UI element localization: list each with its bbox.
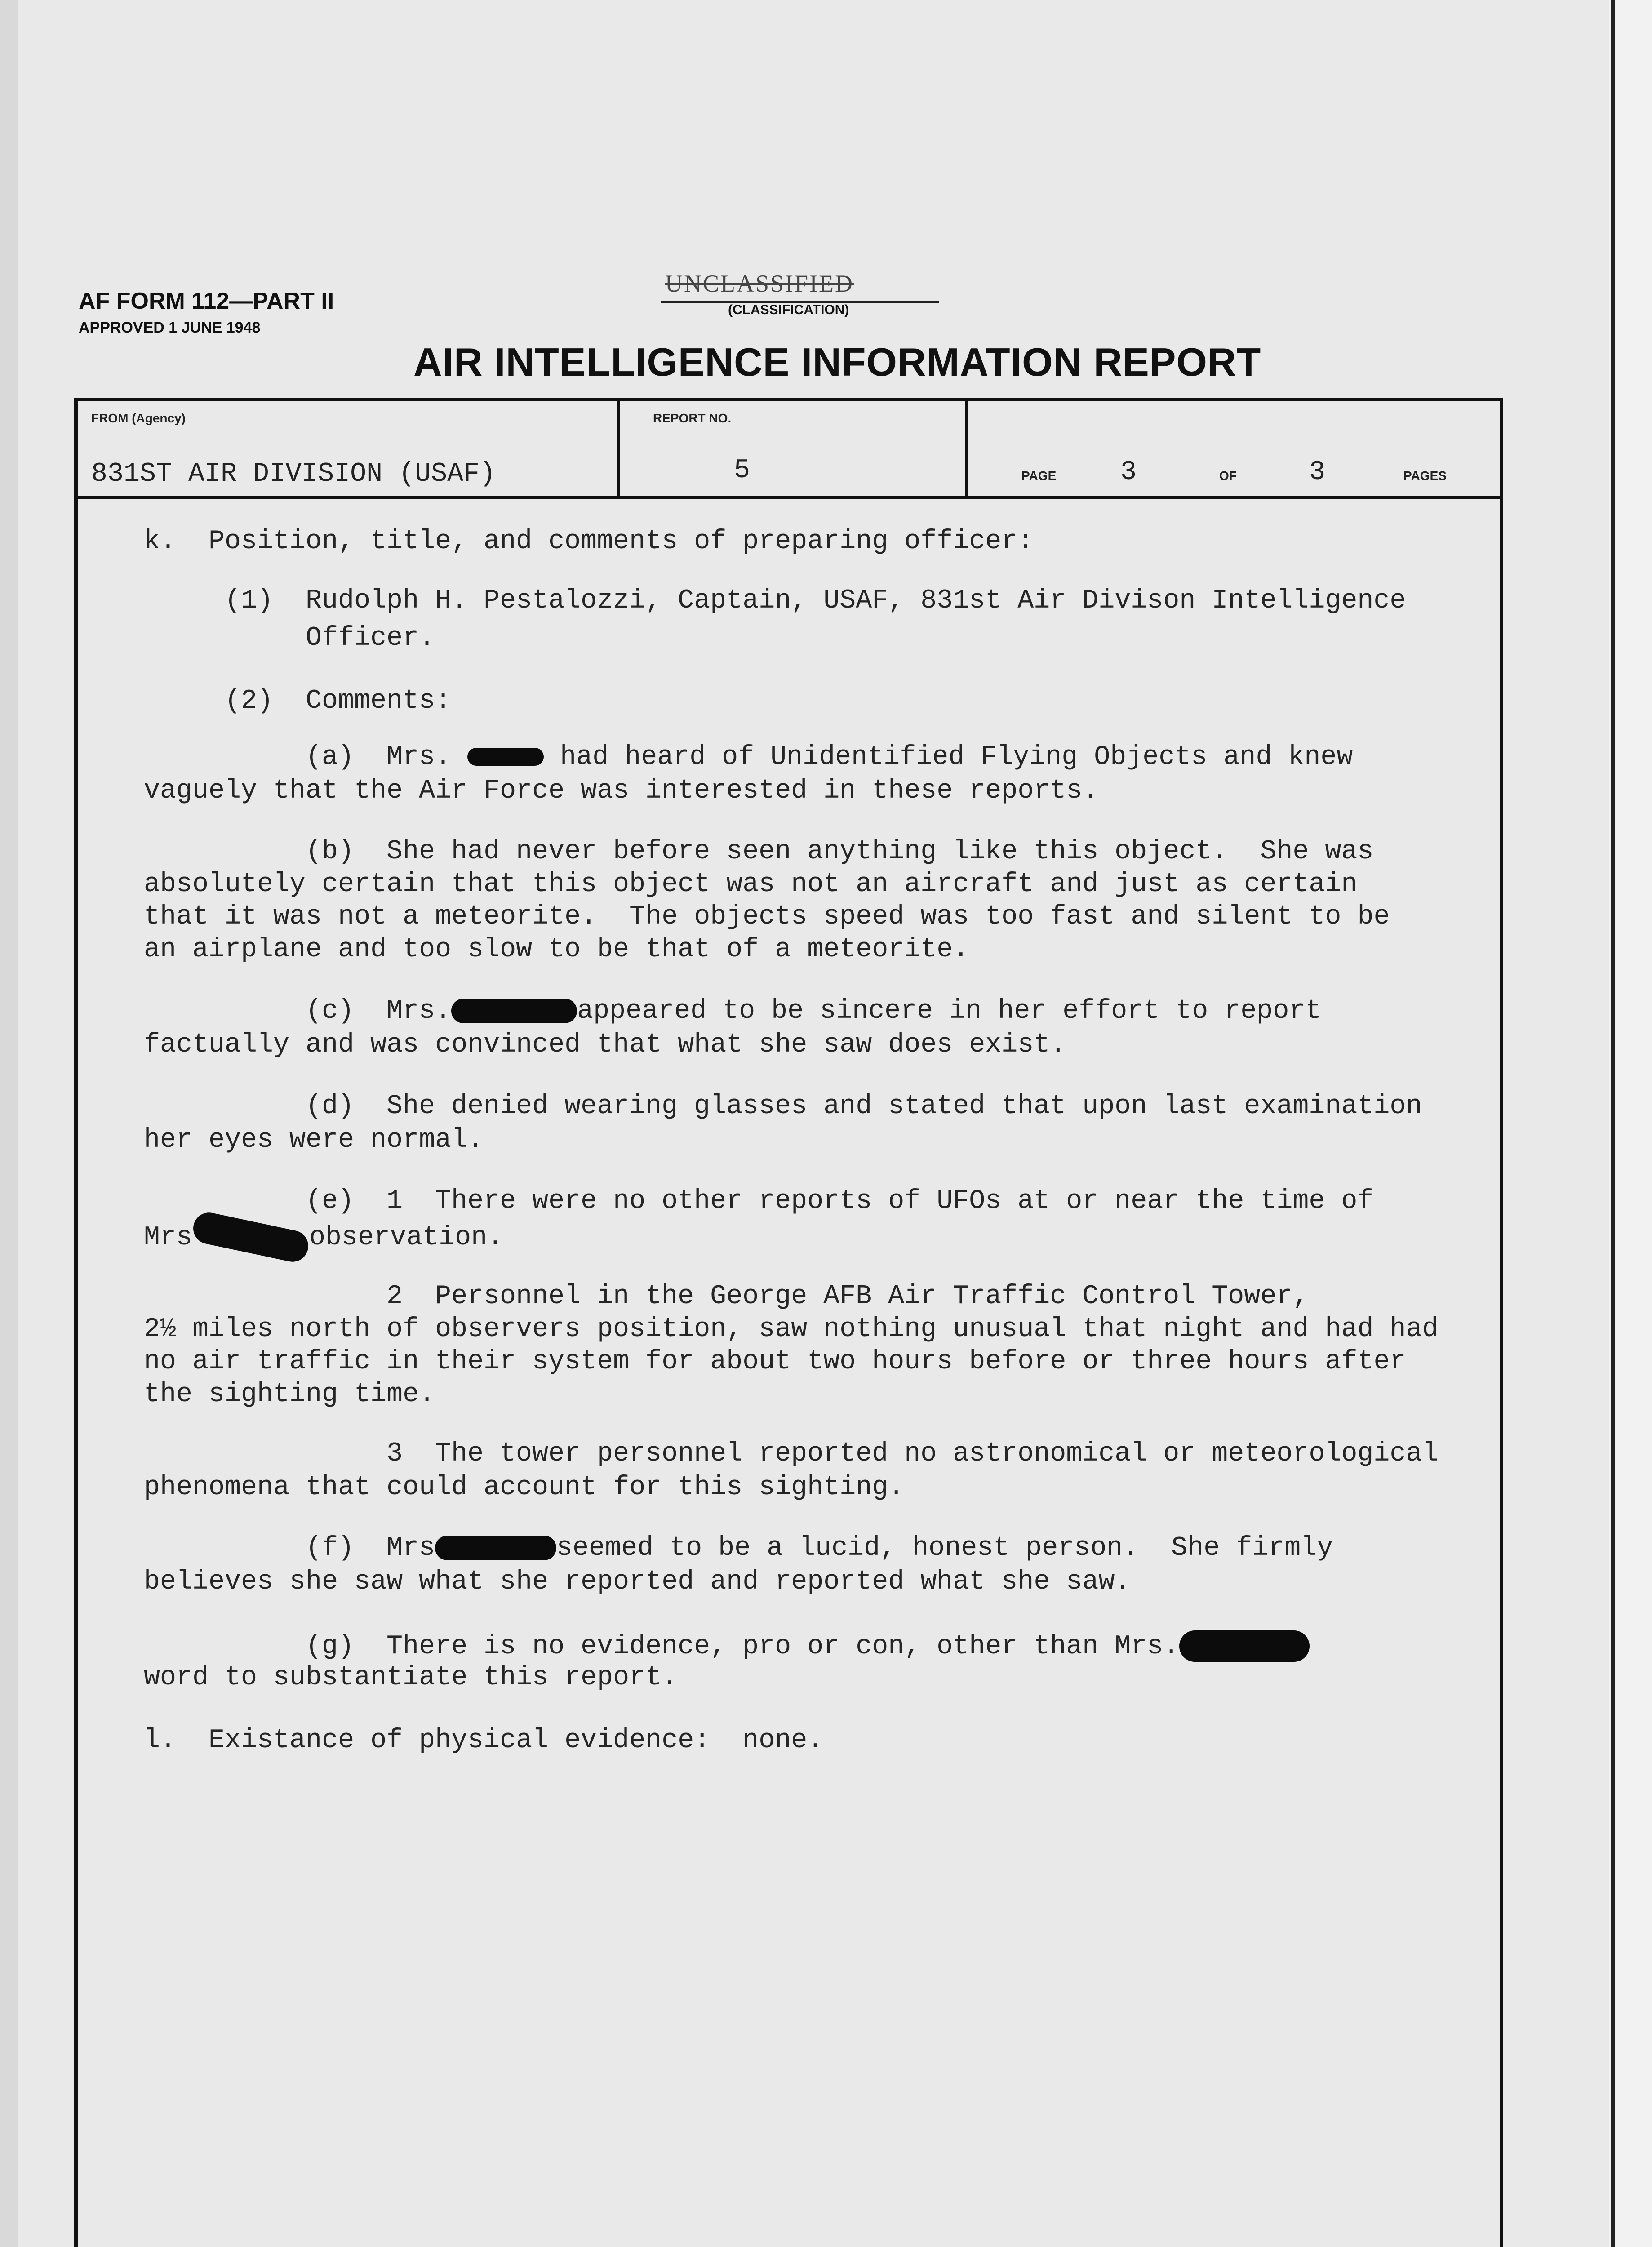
of-value: 3 [1309, 457, 1326, 488]
section-l: l. Existance of physical evidence: none. [144, 1725, 824, 1756]
page-value: 3 [1120, 457, 1137, 488]
document-page [18, 0, 1609, 2247]
comment-e3-line-2: phenomena that could account for this sighting. [144, 1472, 905, 1503]
redaction [467, 748, 544, 766]
header-divider [965, 401, 968, 496]
section-k-heading: k. Position, title, and comments of preparing officer: [144, 526, 1034, 557]
comment-c-line-1 [306, 998, 1321, 1025]
comment-d-line-1: (d) She denied wearing glasses and stated that upon last examination [306, 1091, 1422, 1122]
comment-e1-line-1: (e) 1 There were no other reports of UFOs at or near the time of [306, 1186, 1374, 1217]
comment-c-rest: appeared to be sincere in her effort to report [577, 996, 1322, 1026]
comment-g-line-1 [306, 1630, 1310, 1662]
comment-d-line-2: her eyes were normal. [144, 1125, 484, 1155]
k1-line-1: (1) Rudolph H. Pestalozzi, Captain, USAF, 831st Air Divison Intelligence [225, 586, 1406, 616]
page-edge [1609, 0, 1652, 2247]
approval-date: APPROVED 1 JUNE 1948 [79, 319, 261, 336]
comment-b-line-4: an airplane and too slow to be that of a meteorite. [144, 934, 969, 965]
comment-c-line-2: factually and was convinced that what she saw does exist. [144, 1030, 1066, 1060]
report-title: AIR INTELLIGENCE INFORMATION REPORT [413, 340, 1261, 384]
pages-label: PAGES [1403, 469, 1447, 483]
comment-a-line-2: vaguely that the Air Force was interested in these reports. [144, 776, 1099, 806]
from-value: 831ST AIR DIVISION (USAF) [91, 459, 496, 489]
comment-a-rest: had heard of Unidentified Flying Objects and knew [544, 742, 1353, 773]
page-edge-line [1611, 0, 1615, 2247]
comment-a-line-1 [306, 744, 1353, 771]
classification-top-label: (CLASSIFICATION) [728, 302, 849, 317]
page-label: PAGE [1021, 469, 1057, 483]
redaction [1179, 1630, 1310, 1662]
redaction [435, 1536, 556, 1560]
comment-e2-line-3: no air traffic in their system for about two hours before or three hours after [144, 1346, 1406, 1377]
comment-b-line-1: (b) She had never before seen anything like this object. She was [306, 836, 1374, 867]
comment-b-line-3: that it was not a meteorite. The objects speed was too fast and silent to be [144, 901, 1390, 932]
comment-e1-rest: observation. [309, 1222, 504, 1253]
report-header-row [78, 401, 1500, 499]
report-no-value: 5 [734, 455, 751, 486]
comment-f-line-2: believes she saw what she reported and reported what she saw. [144, 1567, 1131, 1597]
of-label: OF [1219, 469, 1237, 483]
classification-top: UNCLASSIFIED [665, 270, 854, 297]
comment-e1-line-2 [144, 1221, 503, 1253]
comment-e2-line-4: the sighting time. [144, 1379, 435, 1410]
report-no-label: REPORT NO. [653, 411, 732, 425]
k2-comments: (2) Comments: [225, 686, 452, 716]
comment-e1-lead: Mrs [144, 1222, 193, 1253]
comment-e2-line-1: 2 Personnel in the George AFB Air Traffic Control Tower, [386, 1281, 1309, 1312]
redaction [451, 999, 577, 1023]
comment-f-lead: (f) Mrs [306, 1533, 435, 1563]
comment-g-line-2: word to substantiate this report. [144, 1662, 678, 1693]
header-divider [617, 401, 620, 496]
comment-c-lead: (c) Mrs. [306, 996, 452, 1026]
comment-f-rest: seemed to be a lucid, honest person. She firmly [556, 1533, 1333, 1563]
comment-b-line-2: absolutely certain that this object was not an aircraft and just as certain [144, 869, 1358, 900]
comment-a-lead: (a) Mrs. [306, 742, 468, 773]
comment-e3-line-1: 3 The tower personnel reported no astronomical or meteorological [386, 1439, 1439, 1469]
from-label: FROM (Agency) [91, 411, 186, 425]
comment-g-lead: (g) There is no evidence, pro or con, other than Mrs. [306, 1631, 1180, 1662]
form-id: AF FORM 112—PART II [79, 288, 334, 314]
k1-line-2: Officer. [306, 623, 435, 653]
comment-f-line-1 [306, 1535, 1333, 1562]
comment-e2-line-2: 2½ miles north of observers position, saw nothing unusual that night and had had [144, 1314, 1439, 1345]
